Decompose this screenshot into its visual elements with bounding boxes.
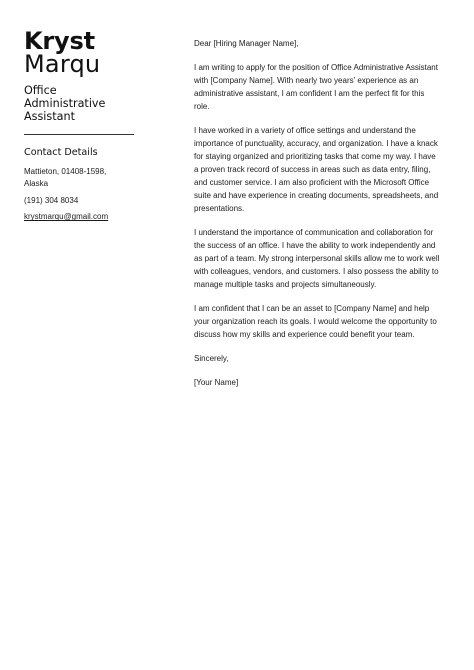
letter-paragraph: I am confident that I can be an asset to [Company Name] and help your organization reach its goals. I would welcome the opportunity to discuss how my skills and experience could benefit your team. — [194, 304, 437, 339]
letter-body — [194, 37, 440, 400]
letter-paragraph: I am writing to apply for the position of Office Administrative Assistant with [Company Name]. With nearly two years' experience as an administrative assistant, I am confident I am the perfect fit for this role. — [194, 63, 438, 111]
job-title: Office Administrative Assistant — [24, 84, 106, 123]
letter-paragraph: I understand the importance of communication and collaboration for the success of an office. I have the ability to work independently and as part of a team. My strong interpersonal skills allow me to work well with colleagues, vendors, and customers. I also possess the ability to manage multiple tasks and projects simultaneously. — [194, 228, 440, 289]
contact-email-link[interactable]: krystmarqu@gmail.com — [24, 212, 109, 222]
address-line-1: Mattieton, 01408-1598, — [24, 167, 107, 176]
contact-address — [24, 166, 136, 191]
contact-details — [24, 166, 136, 224]
letter-paragraph: I have worked in a variety of office settings and understand the importance of punctuality, accuracy, and organization. I have a knack for staying organized and prioritizing tasks that come my way. I have a proven track record of success in areas such as data entry, filing, and customer service. I am also proficient with the Microsoft Office suite and have experience in creating documents, spreadsheets, and presentations. — [194, 126, 439, 213]
sidebar-divider — [24, 134, 134, 135]
contact-phone: (191) 304 8034 — [24, 195, 79, 205]
applicant-first-name: Kryst — [24, 27, 95, 55]
contact-heading: Contact Details — [24, 147, 98, 158]
letter-signature: [Your Name] — [194, 378, 239, 387]
salutation: Dear [Hiring Manager Name], — [194, 39, 299, 48]
applicant-last-name: Marqu — [24, 50, 101, 78]
address-line-2: Alaska — [24, 179, 49, 189]
sidebar — [24, 27, 136, 228]
letter-closing: Sincerely, — [194, 354, 229, 363]
